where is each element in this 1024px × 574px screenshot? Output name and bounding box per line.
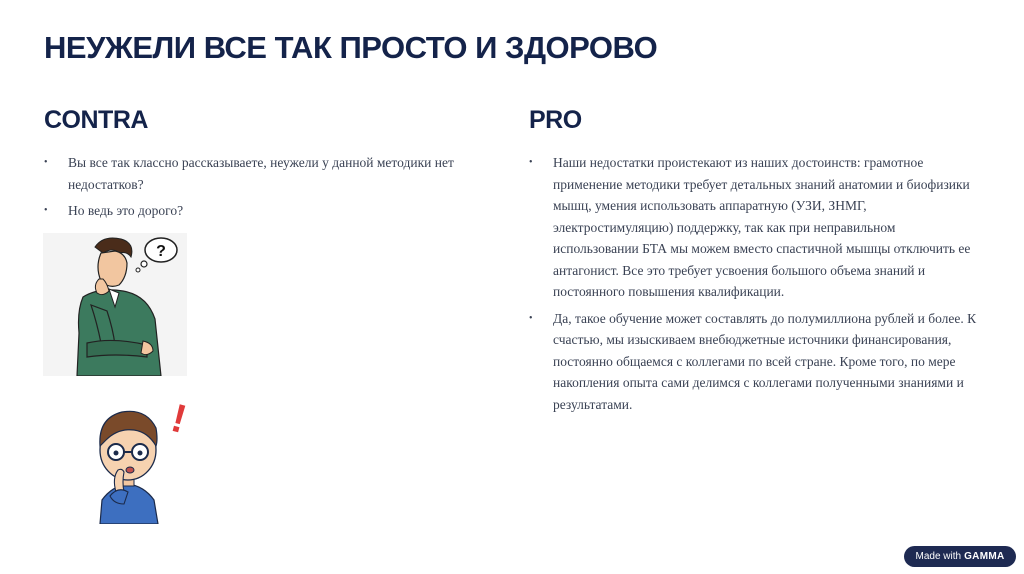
surprised-boy-illustration: [88, 392, 192, 524]
pro-item-2: • Да, такое обучение может составлять до полумиллиона рублей и более. К счастью, мы изыскиваем внебюджетные источники финансирования, постоянно общаемся с коллегами по всей стране. Кроме того, по мере накопления опыта сами делимся с коллегами полученными знаниями и результатами.: [529, 308, 984, 416]
made-with-gamma-badge[interactable]: [904, 546, 1016, 567]
surprised-boy-image: [88, 392, 192, 524]
pro-heading: PRO: [529, 106, 582, 134]
thinking-man-image: [43, 233, 187, 376]
badge-prefix: Made with: [915, 551, 962, 562]
thinking-man-illustration: [43, 233, 187, 376]
question-mark: ?: [156, 243, 166, 260]
contra-item-2: • Но ведь это дорого?: [44, 200, 484, 222]
contra-list: [44, 152, 484, 227]
pro-item-1: • Наши недостатки проистекают из наших достоинств: грамотное применение методики требует детальных знаний анатомии и биофизики мышц, умения использовать аппаратную (УЗИ, ЗНМГ, электростимуляцию) поддержку, так как при неправильном использовании БТА мы можем вместо спастичной мышцы отключить ее антагонист. Все это требует усвоения большого объема знаний и постоянного повышения квалификации.: [529, 152, 984, 303]
contra-item-1: • Вы все так классно рассказываете, неужели у данной методики нет недостатков?: [44, 152, 484, 195]
badge-brand: GAMMA: [964, 551, 1005, 562]
page-title: НЕУЖЕЛИ ВСЕ ТАК ПРОСТО И ЗДОРОВО: [44, 30, 658, 65]
exclamation-mark: !: [166, 396, 191, 443]
contra-heading: CONTRA: [44, 106, 148, 134]
pro-list: [529, 152, 984, 420]
